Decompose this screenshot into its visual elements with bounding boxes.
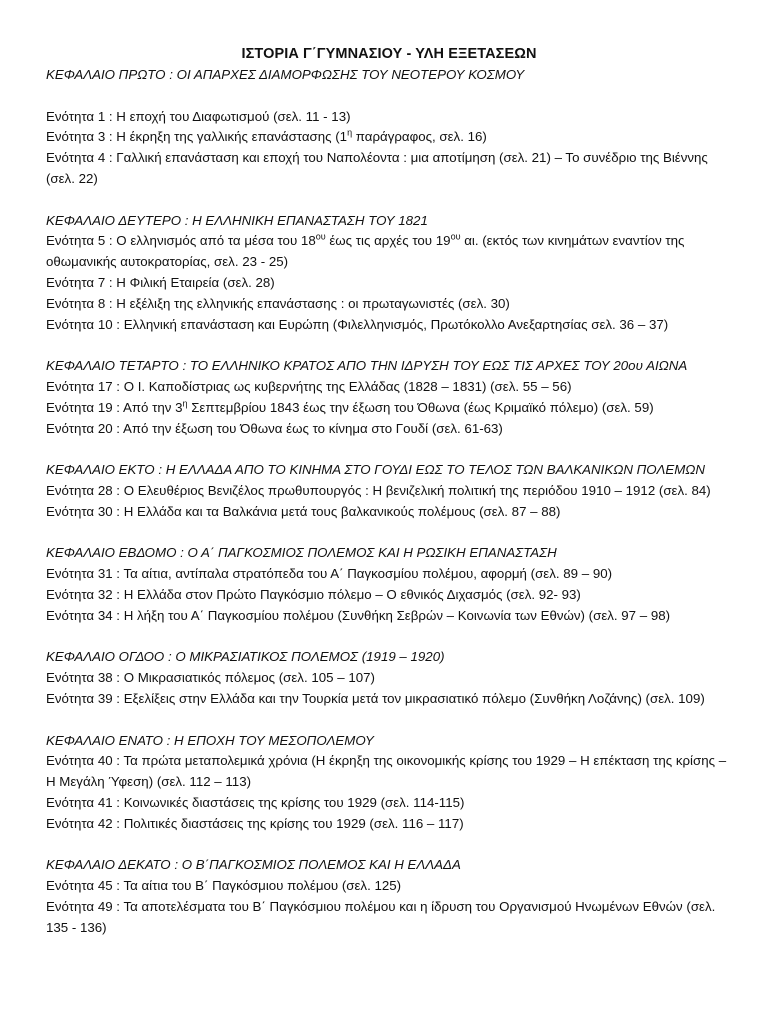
unit-entry: Ενότητα 38 : Ο Μικρασιατικός πόλεμος (σελ. 105 – 107) <box>46 670 375 686</box>
unit-entry: Ενότητα 40 : Τα πρώτα μεταπολεμικά χρόνια (Η έκρηξη της οικονομικής κρίσης του 1929 – Η επέκταση της κρίσης – Η Μεγάλη Ύφεση) (σελ. 112 – 113) <box>46 753 727 790</box>
chapter-heading: ΚΕΦΑΛΑΙΟ ΕΝΑΤΟ : Η ΕΠΟΧΗ ΤΟΥ ΜΕΣΟΠΟΛΕΜΟΥ <box>46 732 374 748</box>
chapter-section <box>46 543 732 626</box>
document-page <box>46 44 732 938</box>
unit-entry: Ενότητα 32 : Η Ελλάδα στον Πρώτο Παγκόσμιο πόλεμο – Ο εθνικός Διχασμός (σελ. 92- 93) <box>46 586 581 602</box>
unit-entry: Ενότητα 49 : Τα αποτελέσματα του Β΄ Παγκόσμιου πολέμου και η ίδρυση του Οργανισμού Ηνωμένων Εθνών (σελ. 135 - 136) <box>46 898 716 935</box>
chapter-heading: ΚΕΦΑΛΑΙΟ ΠΡΩΤΟ : ΟΙ ΑΠΑΡΧΕΣ ΔΙΑΜΟΡΦΩΣΗΣ ΤΟΥ ΝΕΟΤΕΡΟΥ ΚΟΣΜΟΥ <box>46 67 525 82</box>
chapter-section <box>46 356 732 439</box>
chapter-heading: ΚΕΦΑΛΑΙΟ ΕΚΤΟ : Η ΕΛΛΑΔΑ ΑΠΟ ΤΟ ΚΙΝΗΜΑ ΣΤΟ ΓΟΥΔΙ ΕΩΣ ΤΟ ΤΕΛΟΣ ΤΩΝ ΒΑΛΚΑΝΙΚΩΝ ΠΟΛΕΜΩΝ <box>46 462 705 478</box>
ordinal-superscript: η <box>347 127 353 138</box>
chapter-section <box>46 855 732 938</box>
unit-entry <box>46 398 732 419</box>
unit-text-part: Σεπτεμβρίου 1843 έως την έξωση του Όθωνα (έως Κριμαϊκό πόλεμο) (σελ. 59) <box>187 399 654 415</box>
unit-entry: Ενότητα 34 : Η λήξη του Α΄ Παγκοσμίου πολέμου (Συνθήκη Σεβρών – Κοινωνία των Εθνών) (σελ. 97 – 98) <box>46 607 671 623</box>
ordinal-superscript: η <box>182 398 188 409</box>
chapter-heading: ΚΕΦΑΛΑΙΟ ΔΕΥΤΕΡΟ : Η ΕΛΛΗΝΙΚΗ ΕΠΑΝΑΣΤΑΣΗ ΤΟΥ 1821 <box>46 212 428 228</box>
unit-entry: Ενότητα 7 : Η Φιλική Εταιρεία (σελ. 28) <box>46 274 275 290</box>
ordinal-superscript: ου <box>315 231 326 242</box>
unit-text-part: Ενότητα 19 : Από την 3 <box>46 399 183 415</box>
unit-entry <box>46 231 732 273</box>
ordinal-superscript: ου <box>450 231 461 242</box>
unit-entry: Ενότητα 4 : Γαλλική επανάσταση και εποχή του Ναπολέοντα : μια αποτίμηση (σελ. 21) – Το συνέδριο της Βιέννης (σελ. 22) <box>46 150 708 186</box>
unit-text-part: αι. (εκτός των κινημάτων εναντίον της οθωμανικής αυτοκρατορίας, σελ. 23 - 25) <box>46 233 685 270</box>
chapter-heading: ΚΕΦΑΛΑΙΟ ΕΒΔΟΜΟ : Ο Α΄ ΠΑΓΚΟΣΜΙΟΣ ΠΟΛΕΜΟΣ ΚΑΙ Η ΡΩΣΙΚΗ ΕΠΑΝΑΣΤΑΣΗ <box>46 545 557 561</box>
chapter-heading: ΚΕΦΑΛΑΙΟ ΟΓΔΟΟ : Ο ΜΙΚΡΑΣΙΑΤΙΚΟΣ ΠΟΛΕΜΟΣ (1919 – 1920) <box>46 649 445 665</box>
unit-text-part: παράγραφος, σελ. 16) <box>352 129 487 145</box>
chapter-section <box>46 731 732 835</box>
chapter-section <box>46 211 732 336</box>
unit-entry: Ενότητα 10 : Ελληνική επανάσταση και Ευρώπη (Φιλελληνισμός, Πρωτόκολλο Ανεξαρτησίας σελ. 36 – 37) <box>46 316 669 332</box>
unit-entry: Ενότητα 45 : Τα αίτια του Β΄ Παγκόσμιου πολέμου (σελ. 125) <box>46 878 402 894</box>
unit-entry: Ενότητα 39 : Εξελίξεις στην Ελλάδα και την Τουρκία μετά τον μικρασιατικό πόλεμο (Συνθήκη Λοζάνης) (σελ. 109) <box>46 690 705 706</box>
chapter-heading: ΚΕΦΑΛΑΙΟ ΔΕΚΑΤΟ : Ο Β΄ΠΑΓΚΟΣΜΙΟΣ ΠΟΛΕΜΟΣ ΚΑΙ Η ΕΛΛΑΔΑ <box>46 857 461 873</box>
unit-entry: Ενότητα 30 : Η Ελλάδα και τα Βαλκάνια μετά τους βαλκανικούς πολέμους (σελ. 87 – 88) <box>46 503 561 519</box>
unit-entry <box>46 127 732 148</box>
chapter-section <box>46 647 732 709</box>
chapter-heading: ΚΕΦΑΛΑΙΟ ΤΕΤΑΡΤΟ : ΤΟ ΕΛΛΗΝΙΚΟ ΚΡΑΤΟΣ ΑΠΟ ΤΗΝ ΙΔΡΥΣΗ ΤΟΥ ΕΩΣ ΤΙΣ ΑΡΧΕΣ ΤΟΥ 20ου ΑΙΩΝΑ <box>46 358 688 374</box>
chapter-section <box>46 460 732 522</box>
document-title: ΙΣΤΟΡΙΑ Γ΄ΓΥΜΝΑΣΙΟΥ - ΥΛΗ ΕΞΕΤΑΣΕΩΝ <box>241 46 537 62</box>
unit-text-part: έως τις αρχές του 19 <box>325 233 451 249</box>
unit-entry: Ενότητα 42 : Πολιτικές διαστάσεις της κρίσης του 1929 (σελ. 116 – 117) <box>46 815 464 831</box>
spacer <box>46 86 732 107</box>
unit-entry: Ενότητα 31 : Τα αίτια, αντίπαλα στρατόπεδα του Α΄ Παγκοσμίου πολέμου, αφορμή (σελ. 89 – 90) <box>46 566 613 582</box>
unit-entry: Ενότητα 17 : Ο Ι. Καποδίστριας ως κυβερνήτης της Ελλάδας (1828 – 1831) (σελ. 55 – 56) <box>46 378 572 394</box>
unit-text-part: Ενότητα 3 : Η έκρηξη της γαλλικής επανάστασης (1 <box>46 129 348 145</box>
unit-entry: Ενότητα 20 : Από την έξωση του Όθωνα έως το κίνημα στο Γουδί (σελ. 61-63) <box>46 420 503 436</box>
chapter-section <box>46 65 732 190</box>
unit-text-part: Ενότητα 5 : Ο ελληνισμός από τα μέσα του 18 <box>46 233 316 249</box>
unit-entry: Ενότητα 1 : Η εποχή του Διαφωτισμού (σελ. 11 - 13) <box>46 108 351 124</box>
unit-entry: Ενότητα 8 : Η εξέλιξη της ελληνικής επανάστασης : οι πρωταγωνιστές (σελ. 30) <box>46 295 510 311</box>
unit-entry: Ενότητα 41 : Κοινωνικές διαστάσεις της κρίσης του 1929 (σελ. 114-115) <box>46 794 465 810</box>
chapter-list <box>46 65 732 938</box>
unit-entry: Ενότητα 28 : Ο Ελευθέριος Βενιζέλος πρωθυπουργός : Η βενιζελική πολιτική της περιόδου 1910 – 1912 (σελ. 84) <box>46 482 711 498</box>
